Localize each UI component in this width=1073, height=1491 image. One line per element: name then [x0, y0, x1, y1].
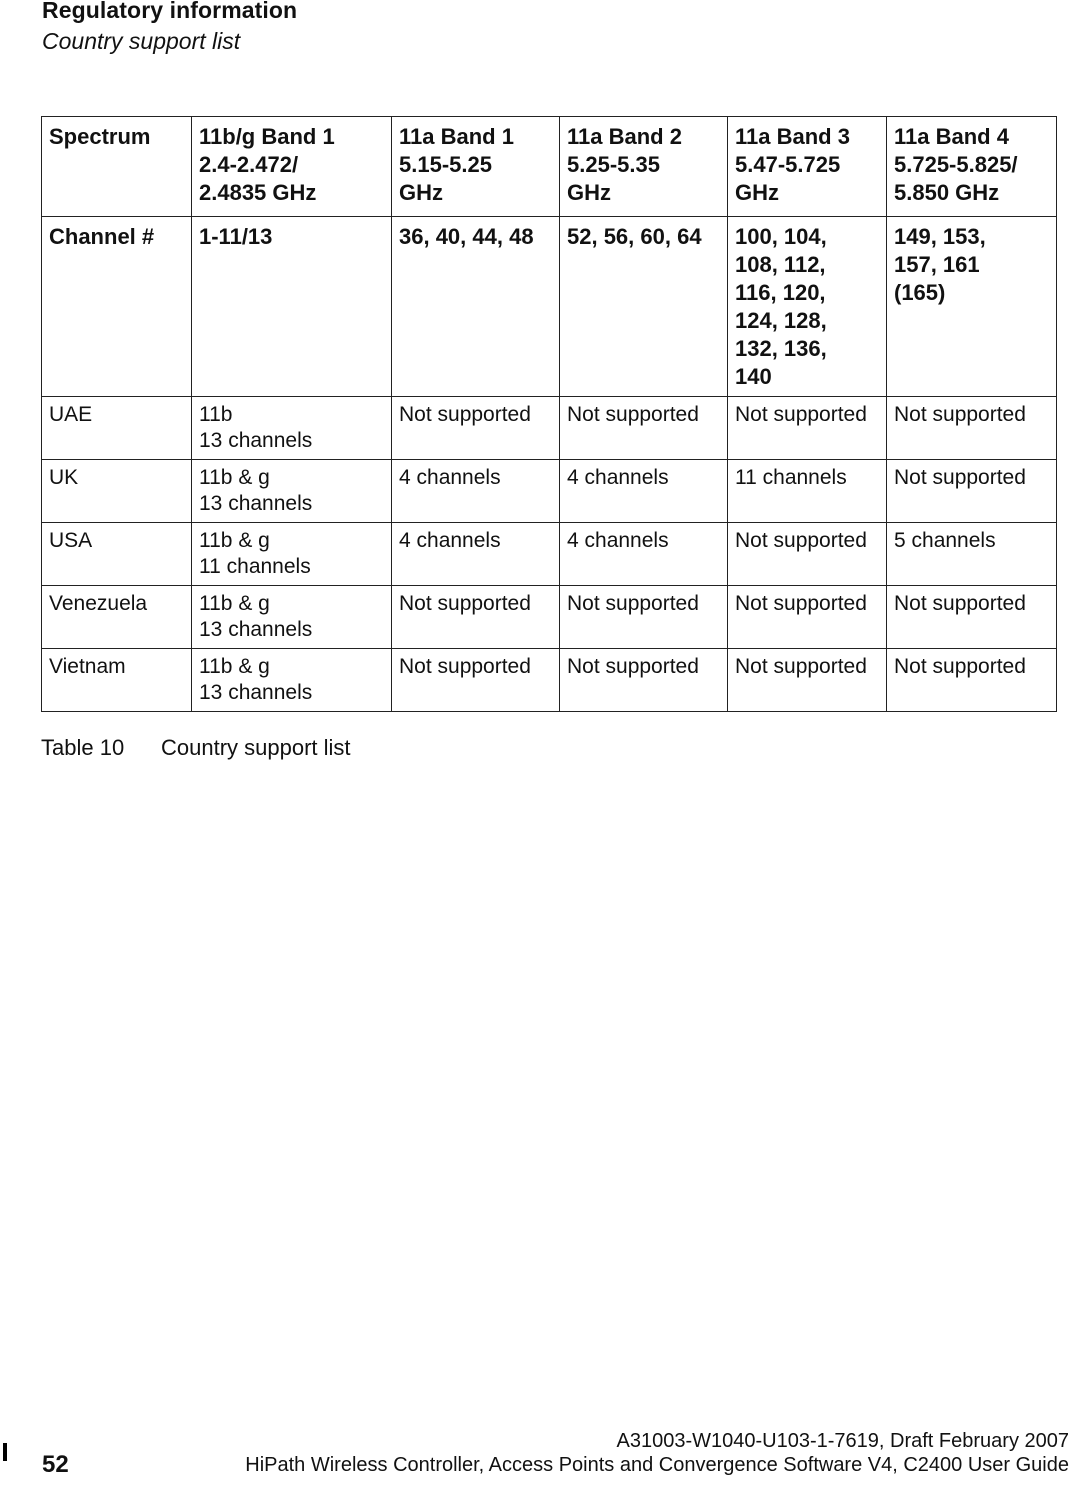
- header-cell: 11a Band 3 5.47-5.725 GHz: [728, 117, 887, 217]
- header-cell: 11a Band 1 5.15-5.25 GHz: [392, 117, 560, 217]
- table-cell: Not supported: [887, 586, 1057, 649]
- country-support-table: [41, 116, 1057, 712]
- channel-cell: Channel #: [42, 217, 192, 397]
- change-bar: [3, 1443, 7, 1461]
- country-cell: Venezuela: [42, 586, 192, 649]
- channel-cell: 52, 56, 60, 64: [560, 217, 728, 397]
- country-cell: UAE: [42, 397, 192, 460]
- header-cell: 11b/g Band 1 2.4-2.472/ 2.4835 GHz: [192, 117, 392, 217]
- channel-cell: 36, 40, 44, 48: [392, 217, 560, 397]
- table-caption-number: Table 10: [41, 735, 125, 760]
- table-cell: Not supported: [392, 649, 560, 712]
- header-cell: 11a Band 4 5.725-5.825/ 5.850 GHz: [887, 117, 1057, 217]
- table-row: [42, 397, 1057, 460]
- table-cell: Not supported: [887, 649, 1057, 712]
- header-cell: Spectrum: [42, 117, 192, 217]
- table-cell: 4 channels: [560, 460, 728, 523]
- table-row: [42, 523, 1057, 586]
- table-row: [42, 649, 1057, 712]
- table-cell: Not supported: [560, 649, 728, 712]
- table-cell: 11b & g 13 channels: [192, 649, 392, 712]
- footer-doc-title: HiPath Wireless Controller, Access Points and Convergence Software V4, C2400 User Guide: [245, 1454, 1069, 1476]
- header-cell: 11a Band 2 5.25-5.35 GHz: [560, 117, 728, 217]
- table-cell: 4 channels: [560, 523, 728, 586]
- table-caption: [41, 735, 351, 761]
- table-caption-text: Country support list: [161, 735, 351, 760]
- table-cell: Not supported: [728, 523, 887, 586]
- table-cell: 11b 13 channels: [192, 397, 392, 460]
- table-header-row: [42, 117, 1057, 217]
- table-cell: Not supported: [560, 586, 728, 649]
- table-row: [42, 586, 1057, 649]
- country-cell: Vietnam: [42, 649, 192, 712]
- footer-doc-id: A31003-W1040-U103-1-7619, Draft February 2007: [616, 1430, 1069, 1452]
- country-cell: UK: [42, 460, 192, 523]
- table-cell: Not supported: [728, 397, 887, 460]
- table-cell: Not supported: [560, 397, 728, 460]
- table-cell: Not supported: [887, 397, 1057, 460]
- table-cell: Not supported: [392, 586, 560, 649]
- table-cell: 5 channels: [887, 523, 1057, 586]
- table-cell: 11b & g 11 channels: [192, 523, 392, 586]
- table-cell: 11 channels: [728, 460, 887, 523]
- table-cell: 4 channels: [392, 460, 560, 523]
- table-cell: Not supported: [728, 586, 887, 649]
- section-subtitle: Country support list: [42, 28, 241, 54]
- section-title: Regulatory information: [42, 0, 298, 23]
- table-cell: 11b & g 13 channels: [192, 586, 392, 649]
- channel-cell: 1-11/13: [192, 217, 392, 397]
- channel-cell: 149, 153, 157, 161 (165): [887, 217, 1057, 397]
- table-cell: Not supported: [728, 649, 887, 712]
- channel-cell: 100, 104, 108, 112, 116, 120, 124, 128, 132, 136, 140: [728, 217, 887, 397]
- table-cell: 4 channels: [392, 523, 560, 586]
- channel-row: [42, 217, 1057, 397]
- country-cell: USA: [42, 523, 192, 586]
- page-number: 52: [42, 1451, 69, 1478]
- table-cell: Not supported: [392, 397, 560, 460]
- table-row: [42, 460, 1057, 523]
- table-cell: Not supported: [887, 460, 1057, 523]
- table-cell: 11b & g 13 channels: [192, 460, 392, 523]
